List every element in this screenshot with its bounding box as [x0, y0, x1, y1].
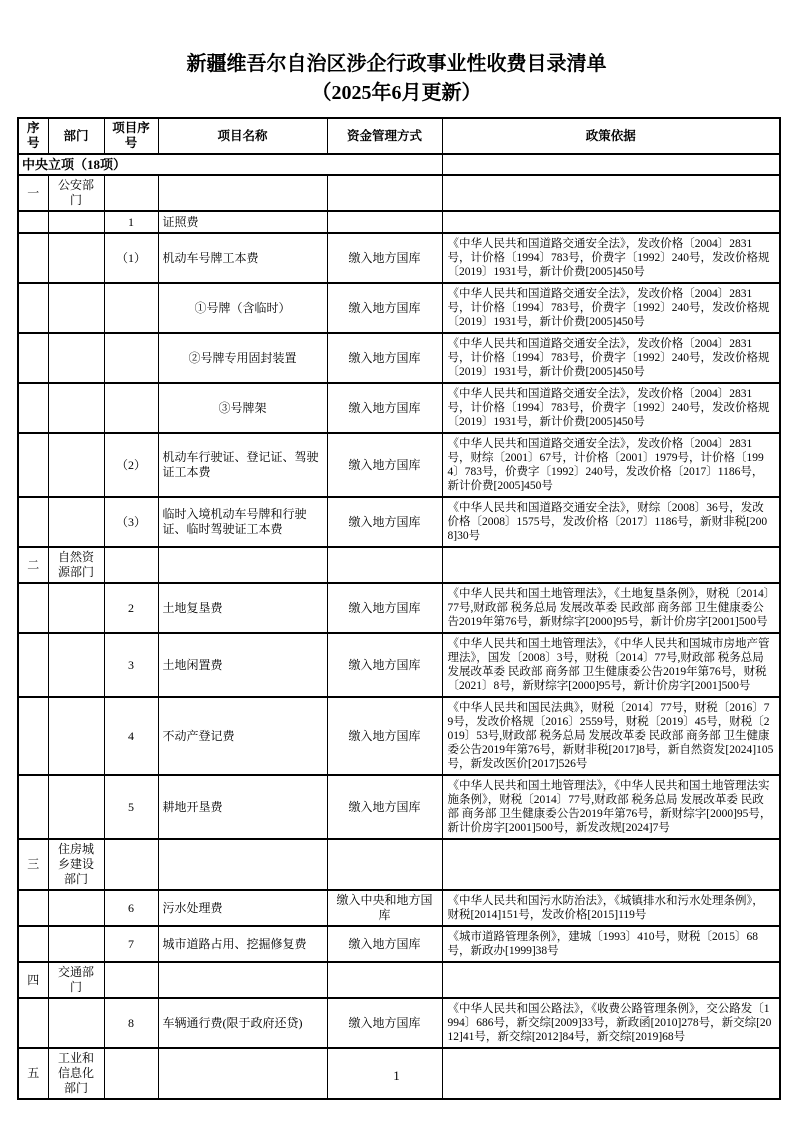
table-row [18, 890, 780, 926]
seq-cell: 三 [18, 839, 48, 890]
table-row [18, 383, 780, 433]
item-no-cell [104, 175, 158, 211]
item-no-cell [104, 333, 158, 383]
policy-cell [442, 839, 780, 890]
header-fund-mode: 资金管理方式 [327, 118, 442, 154]
header-item-name: 项目名称 [158, 118, 327, 154]
policy-cell: 《中华人民共和国土地管理法》，《中华人民共和国土地管理法实施条例》，财税〔2014〕77号,财政部 税务总局 发展改革委 民政部 商务部 卫生健康委公告2019年第76号，新财综字[2000]95号，新计价房字[2001]500号，新发改规[2024]7号 [442, 775, 780, 839]
fund-mode-cell [327, 211, 442, 233]
seq-cell [18, 383, 48, 433]
table-row [18, 998, 780, 1048]
table-row [18, 433, 780, 497]
fund-mode-cell [327, 962, 442, 998]
item-no-cell [104, 383, 158, 433]
fund-mode-cell: 缴入中央和地方国库 [327, 890, 442, 926]
item-no-cell: （1） [104, 233, 158, 283]
dept-cell [48, 383, 104, 433]
seq-cell [18, 433, 48, 497]
title-line-1: 新疆维吾尔自治区涉企行政事业性收费目录清单 [186, 53, 607, 75]
fund-mode-cell [327, 175, 442, 211]
table-row [18, 839, 780, 890]
dept-cell [48, 333, 104, 383]
item-name-cell: 证照费 [158, 211, 327, 233]
table-row [18, 211, 780, 233]
policy-cell: 《中华人民共和国道路交通安全法》，发改价格〔2004〕2831号，计价格〔1994〕783号，价费字〔1992〕240号，发改价格规〔2019〕1931号，新计价费[2005]450号 [442, 283, 780, 333]
dept-cell: 工业和信息化部门 [48, 1048, 104, 1099]
item-name-cell: 机动车行驶证、登记证、驾驶证工本费 [158, 433, 327, 497]
dept-cell [48, 433, 104, 497]
dept-cell [48, 583, 104, 633]
item-no-cell [104, 962, 158, 998]
dept-cell: 住房城乡建设部门 [48, 839, 104, 890]
fund-mode-cell: 缴入地方国库 [327, 926, 442, 962]
fund-mode-cell: 缴入地方国库 [327, 633, 442, 697]
item-name-cell: 污水处理费 [158, 890, 327, 926]
dept-cell [48, 633, 104, 697]
item-no-cell: 5 [104, 775, 158, 839]
fund-mode-cell: 缴入地方国库 [327, 998, 442, 1048]
fund-mode-cell: 缴入地方国库 [327, 497, 442, 547]
dept-cell [48, 283, 104, 333]
item-name-cell [158, 839, 327, 890]
fund-mode-cell [327, 547, 442, 583]
seq-cell [18, 633, 48, 697]
dept-cell [48, 998, 104, 1048]
table-row [18, 697, 780, 775]
seq-cell: 五 [18, 1048, 48, 1099]
dept-cell [48, 890, 104, 926]
item-no-cell: 1 [104, 211, 158, 233]
table-row [18, 175, 780, 211]
table-row [18, 333, 780, 383]
table-row [18, 233, 780, 283]
item-name-cell: 城市道路占用、挖掘修复费 [158, 926, 327, 962]
seq-cell [18, 775, 48, 839]
item-name-cell: 临时入境机动车号牌和行驶证、临时驾驶证工本费 [158, 497, 327, 547]
seq-cell: 二 [18, 547, 48, 583]
policy-cell: 《中华人民共和国道路交通安全法》，发改价格〔2004〕2831号，计价格〔1994〕783号，价费字〔1992〕240号，发改价格规〔2019〕1931号，新计价费[2005]450号 [442, 383, 780, 433]
item-no-cell [104, 839, 158, 890]
table-row [18, 775, 780, 839]
header-policy-basis: 政策依据 [442, 118, 780, 154]
section-label: 中央立项（18项） [18, 154, 442, 175]
section-policy-cell [442, 154, 780, 175]
dept-cell [48, 775, 104, 839]
dept-cell [48, 926, 104, 962]
policy-cell: 《城市道路管理条例》，建城〔1993〕410号，财税〔2015〕68号，新政办[1999]38号 [442, 926, 780, 962]
seq-cell [18, 583, 48, 633]
table-row [18, 962, 780, 998]
policy-cell: 《中华人民共和国污水防治法》，《城镇排水和污水处理条例》，财税[2014]151号，发改价格[2015]119号 [442, 890, 780, 926]
item-no-cell: （2） [104, 433, 158, 497]
seq-cell [18, 497, 48, 547]
item-no-cell: （3） [104, 497, 158, 547]
item-name-cell: 车辆通行费(限于政府还贷) [158, 998, 327, 1048]
fund-mode-cell: 缴入地方国库 [327, 775, 442, 839]
seq-cell [18, 283, 48, 333]
dept-cell [48, 211, 104, 233]
dept-cell: 交通部门 [48, 962, 104, 998]
policy-cell [442, 962, 780, 998]
item-no-cell [104, 283, 158, 333]
seq-cell: 一 [18, 175, 48, 211]
item-name-cell [158, 175, 327, 211]
seq-cell [18, 233, 48, 283]
seq-cell [18, 697, 48, 775]
fund-mode-cell [327, 839, 442, 890]
fund-mode-cell: 缴入地方国库 [327, 433, 442, 497]
item-name-cell: 土地闲置费 [158, 633, 327, 697]
policy-cell: 《中华人民共和国民法典》，财税〔2014〕77号，财税〔2016〕79号，发改价格规〔2016〕2559号，财税〔2019〕45号，财税〔2019〕53号,财政部 税务总局 发展改革委 民政部 商务部 卫生健康委公告2019年第76号，新财非税[2017]8号，新自然资发[2024]105号，新发改医价[2017]526号 [442, 697, 780, 775]
dept-cell [48, 233, 104, 283]
policy-cell: 《中华人民共和国道路交通安全法》，发改价格〔2004〕2831号，计价格〔1994〕783号，价费字〔1992〕240号，发改价格规〔2019〕1931号，新计价费[2005]450号 [442, 233, 780, 283]
seq-cell [18, 998, 48, 1048]
item-name-cell: 不动产登记费 [158, 697, 327, 775]
policy-cell: 《中华人民共和国道路交通安全法》，发改价格〔2004〕2831号，计价格〔1994〕783号，价费字〔1992〕240号，发改价格规〔2019〕1931号，新计价费[2005]450号 [442, 333, 780, 383]
policy-cell: 《中华人民共和国土地管理法》，《土地复垦条例》，财税〔2014〕77号,财政部 税务总局 发展改革委 民政部 商务部 卫生健康委公告2019年第76号，新财综字[2000]95号，新计价房字[2001]500号 [442, 583, 780, 633]
item-name-cell: ②号牌专用固封装置 [158, 333, 327, 383]
item-no-cell: 4 [104, 697, 158, 775]
policy-cell [442, 547, 780, 583]
item-name-cell: ①号牌（含临时） [158, 283, 327, 333]
table-row [18, 283, 780, 333]
fund-mode-cell: 缴入地方国库 [327, 333, 442, 383]
fund-mode-cell: 缴入地方国库 [327, 583, 442, 633]
seq-cell [18, 333, 48, 383]
dept-cell [48, 497, 104, 547]
fund-mode-cell: 缴入地方国库 [327, 283, 442, 333]
item-no-cell: 8 [104, 998, 158, 1048]
dept-cell: 自然资源部门 [48, 547, 104, 583]
header-dept: 部门 [48, 118, 104, 154]
section-row [18, 154, 780, 175]
seq-cell: 四 [18, 962, 48, 998]
item-no-cell [104, 547, 158, 583]
table-row [18, 926, 780, 962]
fund-mode-cell: 缴入地方国库 [327, 233, 442, 283]
policy-cell [442, 175, 780, 211]
table-header-row [18, 118, 780, 154]
document-title [0, 0, 793, 108]
item-name-cell [158, 962, 327, 998]
item-no-cell: 6 [104, 890, 158, 926]
fund-mode-cell: 缴入地方国库 [327, 383, 442, 433]
item-name-cell: 机动车号牌工本费 [158, 233, 327, 283]
policy-cell: 《中华人民共和国土地管理法》，《中华人民共和国城市房地产管理法》，国发〔2008〕3号，财税〔2014〕77号,财政部 税务总局 发展改革委 民政部 商务部 卫生健康委公告2019年第76号，财税〔2021〕8号，新财综字[2000]95号，新计价房字[2001]500号 [442, 633, 780, 697]
fund-mode-cell: 缴入地方国库 [327, 697, 442, 775]
seq-cell [18, 890, 48, 926]
fee-catalog-table [17, 117, 781, 1100]
item-name-cell [158, 547, 327, 583]
dept-cell: 公安部门 [48, 175, 104, 211]
item-name-cell: ③号牌架 [158, 383, 327, 433]
item-no-cell: 7 [104, 926, 158, 962]
page-number: 1 [393, 1068, 400, 1083]
item-no-cell: 3 [104, 633, 158, 697]
table-row [18, 583, 780, 633]
policy-cell: 《中华人民共和国道路交通安全法》，发改价格〔2004〕2831号，财综〔2001〕67号，计价格〔2001〕1979号，计价格〔1994〕783号，价费字〔1992〕240号，发改价格〔2017〕1186号，新计价费[2005]450号 [442, 433, 780, 497]
table-row [18, 497, 780, 547]
item-name-cell: 土地复垦费 [158, 583, 327, 633]
header-item-no: 项目序号 [104, 118, 158, 154]
policy-cell: 《中华人民共和国公路法》，《收费公路管理条例》，交公路发〔1994〕686号，新交综[2009]33号，新政函[2010]278号，新交综[2012]41号，新交综[2012]84号，新交综[2019]68号 [442, 998, 780, 1048]
item-no-cell: 2 [104, 583, 158, 633]
dept-cell [48, 697, 104, 775]
seq-cell [18, 211, 48, 233]
seq-cell [18, 926, 48, 962]
table-row [18, 633, 780, 697]
item-name-cell: 耕地开垦费 [158, 775, 327, 839]
header-seq: 序号 [18, 118, 48, 154]
table-row [18, 547, 780, 583]
title-line-2: （2025年6月更新） [311, 82, 482, 104]
policy-cell: 《中华人民共和国道路交通安全法》，财综〔2008〕36号，发改价格〔2008〕1575号，发改价格〔2017〕1186号，新财非税[2008]30号 [442, 497, 780, 547]
policy-cell [442, 211, 780, 233]
